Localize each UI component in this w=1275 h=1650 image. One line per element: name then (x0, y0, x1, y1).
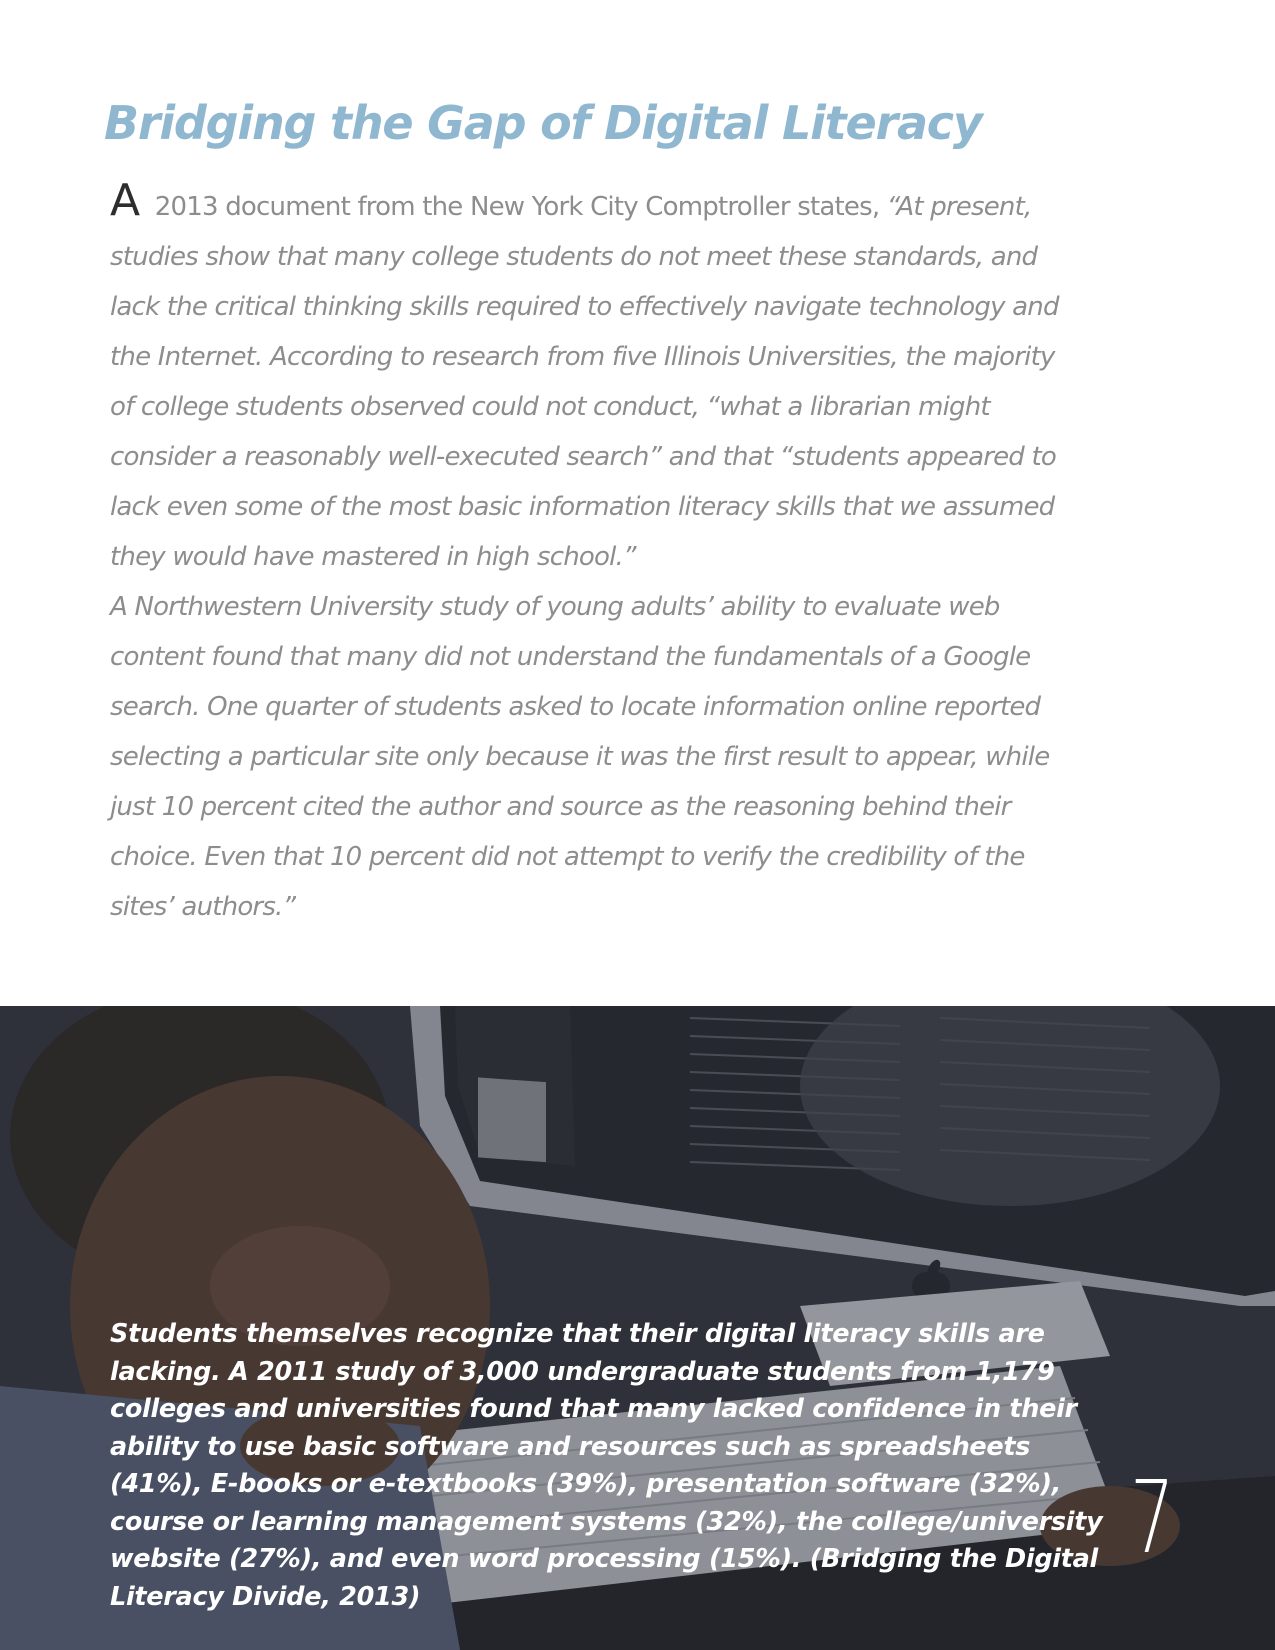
paragraph-1-quote: “At present, studies show that many college students do not meet these standards, and lack the critical thinking skills required to effectively navigate technology and the Internet. According to research from five Illinois Universities, the majority of college students observed could not conduct, “what a librarian might consider a reasonably well-executed search” and that “students appeared to lack even some of the most basic information literacy skills that we assumed they would have mastered in high school.” (110, 192, 1059, 572)
student-computer-photo (0, 1006, 1275, 1650)
drop-cap: A (110, 175, 140, 226)
page-number: 7 (1130, 1459, 1175, 1576)
paragraph-2: A Northwestern University study of young adults’ ability to evaluate web content found that many did not understand the fundamentals of a Google search. One quarter of students asked to locate information online reported selecting a particular site only because it was the first result to appear, while just 10 percent cited the author and source as the reasoning behind their choice. Even that 10 percent did not attempt to verify the credibility of the sites’ authors.” (110, 592, 1050, 922)
body-text (110, 176, 1060, 932)
paragraph-1-lead: 2013 document from the New York City Comptroller states, (147, 192, 887, 222)
callout-text: Students themselves recognize that their digital literacy skills are lacking. A 2011 study of 3,000 undergraduate students from 1,179 colleges and universities found that many lacked confidence in their ability to use basic software and resources such as spreadsheets (41%), E-books or e-textbooks (39%), presentation software (32%), course or learning management systems (32%), the college/university website (27%), and even word processing (15%). (Bridging the Digital Literacy Divide, 2013) (110, 1319, 1103, 1612)
paragraph-1 (110, 176, 1060, 582)
page-title: Bridging the Gap of Digital Literacy (104, 96, 982, 150)
